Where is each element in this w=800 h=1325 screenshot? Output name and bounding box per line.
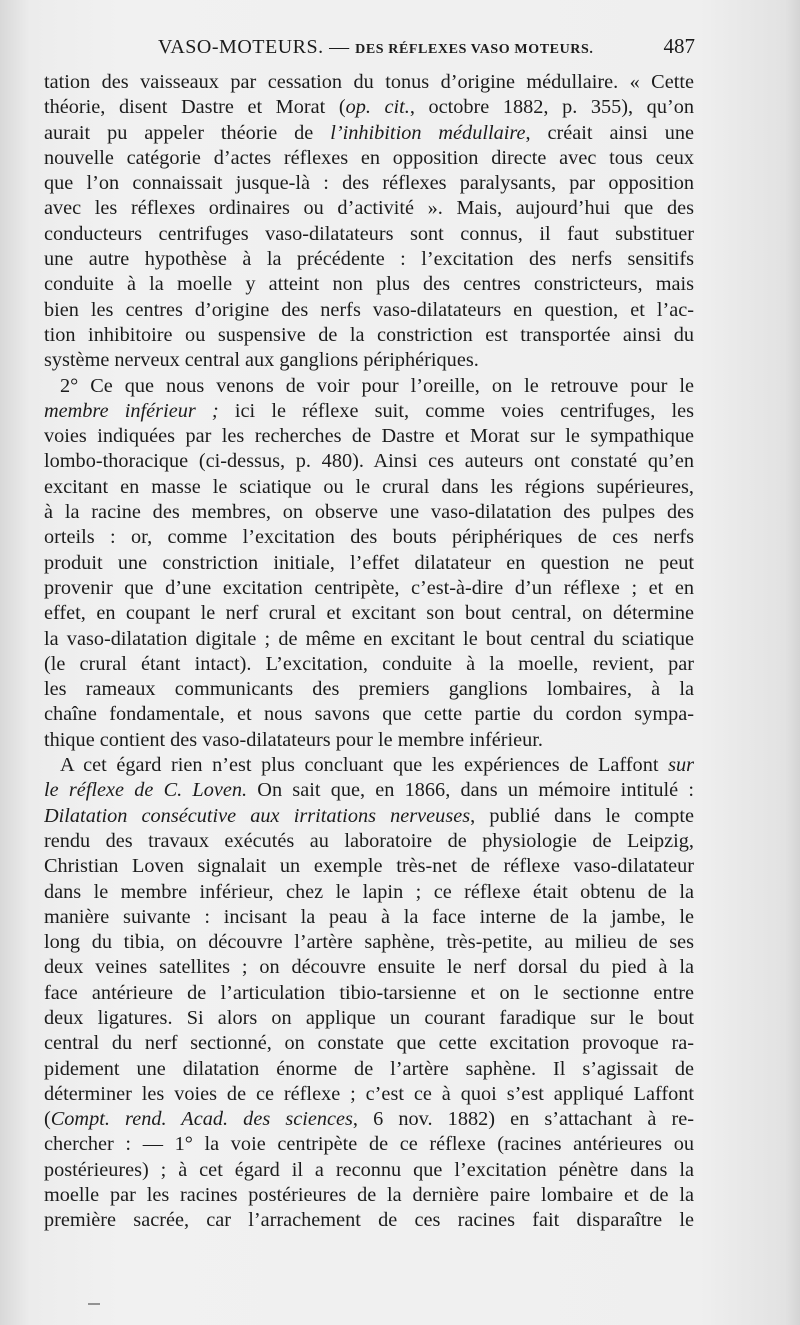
text-line: produit une constriction initiale, l’effet dilatateur en question ne peut	[44, 551, 694, 574]
text-line: que l’on connaissait jusque-là : des réflexes paralysants, par opposition	[44, 172, 694, 195]
text-line: voies indiquées par les recherches de Dastre et Morat sur le sympathique	[44, 425, 694, 448]
text-line: avec les réflexes ordinaires ou d’activité ». Mais, aujourd’hui que des	[44, 197, 694, 220]
text-line: conducteurs centrifuges vaso-dilatateurs sont connus, il faut substituer	[44, 222, 694, 245]
text-line	[44, 121, 694, 146]
text-line: face antérieure de l’articulation tibio-tarsienne et on le sectionne entre	[44, 981, 694, 1004]
text-line: thique contient des vaso-dilatateurs pour le membre inférieur.	[44, 728, 543, 751]
text-line: postérieures) ; à cet égard il a reconnu que l’excitation pénètre dans la	[44, 1158, 694, 1181]
text-line: les rameaux communicants des premiers ganglions lombaires, à la	[44, 678, 694, 701]
text-line	[44, 778, 694, 803]
text-line	[44, 399, 694, 424]
text-line: lombo-thoracique (ci-dessus, p. 480). Ainsi ces auteurs ont constaté qu’en	[44, 450, 694, 473]
text-span: On sait que, en 1866, dans un mémoire intitulé :	[247, 779, 694, 802]
text-span: (	[44, 1108, 51, 1131]
text-line: tion inhibitoire ou suspensive de la constriction est transportée ainsi du	[44, 323, 694, 346]
text-span: , créait ainsi une	[525, 121, 694, 144]
text-span: ici le réflexe suit, comme voies centrifuges, les	[218, 399, 694, 422]
text-line: deux ligatures. Si alors on applique un courant faradique sur le bout	[44, 1006, 694, 1029]
text-span: aurait pu appeler théorie de	[44, 121, 331, 144]
text-line: une autre hypothèse à la précédente : l’excitation des nerfs sensitifs	[44, 248, 694, 271]
page-number: 487	[663, 34, 695, 58]
italic-span: membre inférieur ;	[44, 399, 219, 422]
text-line	[44, 753, 694, 778]
text-line: manière suivante : incisant la peau à la face interne de la jambe, le	[44, 905, 694, 928]
text-line: (le crural étant intact). L’excitation, conduite à la moelle, revient, par	[44, 652, 694, 675]
text-line: provenir que d’une excitation centripète, c’est-à-dire d’un réflexe ; et en	[44, 576, 694, 599]
text-line: chaîne fondamentale, et nous savons que cette partie du cordon sympa-	[44, 703, 694, 726]
text-line: pidement une dilatation énorme de l’artère saphène. Il s’agissait de	[44, 1057, 694, 1080]
text-line	[44, 95, 694, 120]
text-line: orteils : or, comme l’excitation des bouts périphériques de ces nerfs	[44, 526, 694, 549]
text-line: première sacrée, car l’arrachement de ces racines fait disparaître le	[44, 1209, 694, 1232]
text-span: , octobre 1882, p. 355), qu’on	[409, 96, 694, 119]
text-line: Christian Loven signalait un exemple très-net de réflexe vaso-dilatateur	[44, 855, 694, 878]
italic-span: le réflexe de C. Loven.	[44, 779, 248, 802]
body-text	[44, 70, 694, 1234]
text-line: long du tibia, on découvre l’artère saphène, très-petite, au milieu de ses	[44, 931, 694, 954]
running-header	[150, 34, 695, 64]
text-line: système nerveux central aux ganglions périphériques.	[44, 349, 479, 372]
italic-span: op. cit.	[345, 96, 410, 119]
text-line: bien les centres d’origine des nerfs vaso-dilatateurs en question, et l’ac-	[44, 298, 694, 321]
text-line: déterminer les voies de ce réflexe ; c’est ce à quoi s’est appliqué Laffont	[44, 1082, 694, 1105]
text-line: effet, en coupant le nerf crural et excitant son bout central, on détermine	[44, 602, 694, 625]
text-line: nouvelle catégorie d’actes réflexes en opposition directe avec tous ceux	[44, 146, 694, 169]
text-line: excitant en masse le sciatique ou le crural dans les régions supérieures,	[44, 475, 694, 498]
italic-span: Dilatation consécutive aux irritations nerveuses	[44, 804, 471, 827]
text-line: dans le membre inférieur, chez le lapin ; ce réflexe était obtenu de la	[44, 880, 694, 903]
text-line: central du nerf sectionné, on constate que cette excitation provoque ra-	[44, 1032, 694, 1055]
text-span: A cet égard rien n’est plus concluant que les expériences de Laffont	[60, 754, 669, 777]
text-line: tation des vaisseaux par cessation du tonus d’origine médullaire. « Cette	[44, 71, 694, 93]
text-line	[44, 804, 694, 829]
italic-span: sur	[668, 754, 694, 777]
italic-span: l’inhibition médullaire	[330, 121, 526, 144]
text-line: rendu des travaux exécutés au laboratoire de physiologie de Leipzig,	[44, 829, 694, 852]
running-subtitle: DES RÉFLEXES VASO MOTEURS.	[355, 42, 594, 57]
text-span: théorie, disent Dastre et Morat (	[44, 96, 346, 119]
text-line: moelle par les racines postérieures de la dernière paire lombaire et de la	[44, 1184, 694, 1207]
text-span: , publié dans le compte	[470, 804, 694, 827]
text-line	[44, 1107, 694, 1132]
text-line: chercher : — 1° la voie centripète de ce réflexe (racines antérieures ou	[44, 1133, 694, 1156]
running-title: VASO-MOTEURS. — DES RÉFLEXES VASO MOTEURS.	[158, 36, 594, 58]
text-span: , 6 nov. 1882) en s’attachant à re-	[352, 1108, 694, 1131]
text-line: la vaso-dilatation digitale ; de même en excitant le bout central du sciatique	[44, 627, 694, 650]
text-line: conduite à la moelle y atteint non plus des centres constricteurs, mais	[44, 273, 694, 296]
text-line: à la racine des membres, on observe une vaso-dilatation des pulpes des	[44, 501, 694, 524]
text-line: 2° Ce que nous venons de voir pour l’oreille, on le retrouve pour le	[60, 374, 694, 397]
text-line: deux veines satellites ; on découvre ensuite le nerf dorsal du pied à la	[44, 956, 694, 979]
italic-span: Compt. rend. Acad. des sciences	[50, 1108, 353, 1131]
margin-mark	[88, 1303, 100, 1305]
